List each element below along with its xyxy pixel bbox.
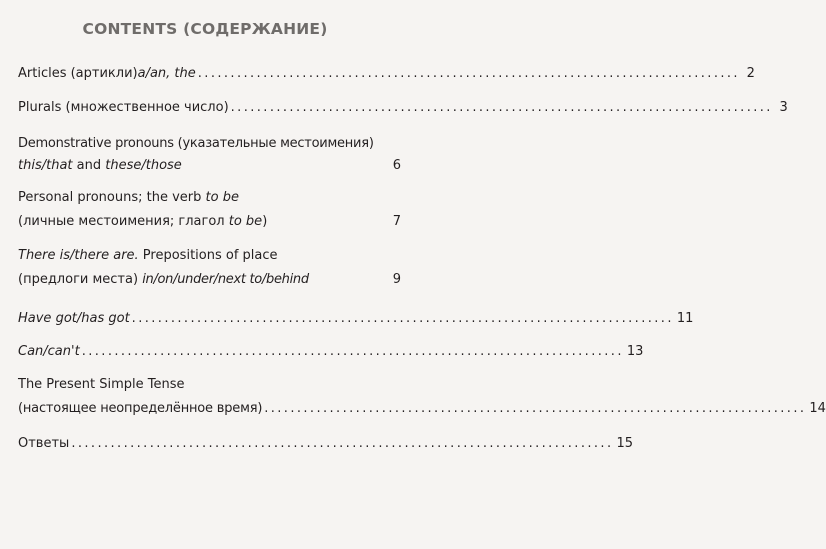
toc-entry-italic: Have got/has got	[18, 311, 130, 326]
dot-leader: ...................................................................................	[197, 66, 740, 81]
toc-entry-italic: this/that	[18, 158, 73, 173]
dot-leader: ...................................................................................	[264, 401, 807, 416]
toc-entry-label: )	[262, 214, 268, 229]
toc-entry-label: (предлоги места)	[18, 272, 143, 287]
toc-entry-label: and	[72, 158, 106, 173]
toc-page-number: 11	[676, 311, 694, 326]
toc-entry-label: (настоящее неопределённое время)	[18, 401, 263, 416]
toc-entry-label: Demonstrative pronouns (указательные местоимения)	[18, 136, 374, 151]
page-title: CONTENTS (СОДЕРЖАНИЕ)	[82, 20, 328, 38]
toc-entry-demonstrative	[18, 136, 401, 174]
dot-leader: ...................................................................................	[81, 344, 624, 359]
toc-entry-label: Plurals (множественное число)	[18, 100, 229, 115]
toc-page-number: 3	[779, 100, 788, 115]
dot-leader: ...................................................................................	[230, 100, 773, 115]
toc-entry-have-got	[18, 311, 694, 327]
toc-entry-label: Personal pronouns; the verb	[18, 190, 206, 205]
toc-page-number: 9	[392, 272, 401, 287]
toc-entry-italic: to be	[205, 190, 239, 205]
toc-entry-label: Articles (артикли)	[18, 66, 138, 81]
toc-entry-articles	[18, 66, 755, 82]
toc-entry-answers	[18, 436, 634, 452]
toc-page-number: 14	[809, 401, 826, 416]
toc-entry-italic: these/those	[105, 158, 182, 173]
toc-entry-italic: in/on/under/next to/behind	[142, 272, 309, 287]
toc-entry-label: (личные местоимения; глагол	[18, 214, 229, 229]
toc-entry-italic: to be	[228, 214, 263, 229]
dot-leader: ...................................................................................	[71, 436, 614, 451]
toc-entry-label: Prepositions of place	[138, 248, 278, 263]
toc-page-number: 13	[626, 344, 644, 359]
toc-entry-italic: a/an, the	[137, 66, 196, 81]
toc-entry-label: The Present Simple Tense	[18, 377, 185, 392]
toc-entry-personal-pronouns	[18, 190, 401, 230]
toc-entry-italic: Can/can't	[18, 344, 80, 359]
toc-entry-there-is	[18, 248, 401, 288]
toc-page-number: 2	[746, 66, 755, 81]
toc-entry-italic: There is/there are.	[18, 248, 139, 263]
toc-entry-can	[18, 344, 644, 360]
toc-page-number: 7	[392, 214, 401, 229]
toc-entry-plurals	[18, 100, 788, 116]
toc-page-number: 6	[392, 158, 401, 173]
toc-entry-present-simple	[18, 377, 826, 417]
toc-entry-label: Ответы	[18, 436, 70, 451]
dot-leader: ...................................................................................	[131, 311, 674, 326]
toc-page-number: 15	[616, 436, 634, 451]
